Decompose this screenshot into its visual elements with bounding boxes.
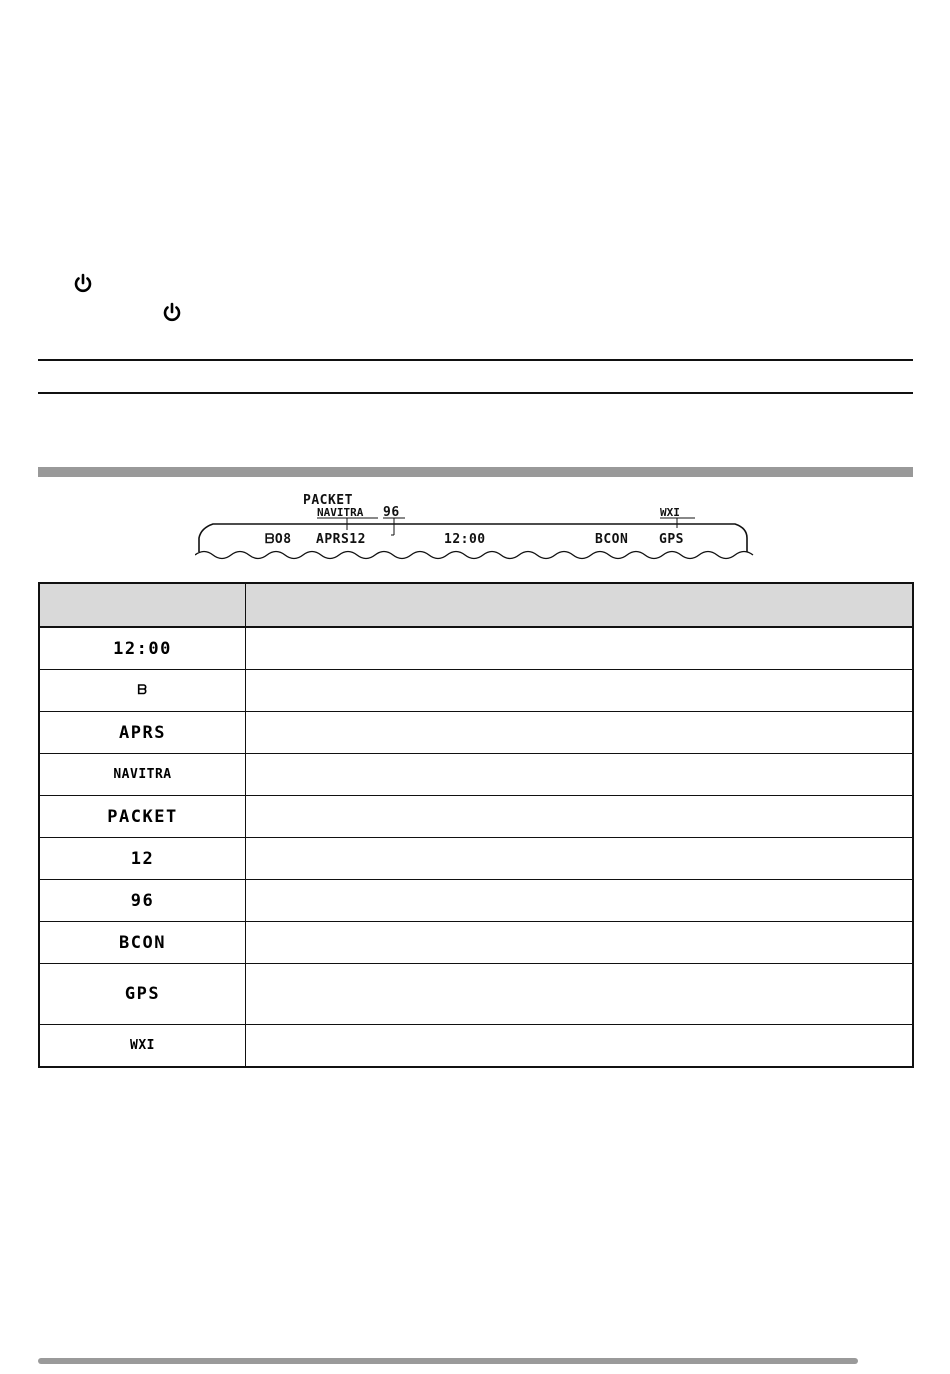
- indicator-cell: PACKET: [39, 796, 246, 838]
- indicator-cell: APRS: [39, 712, 246, 754]
- table-row: [39, 880, 913, 922]
- indicator-cell: 96: [39, 880, 246, 922]
- description-cell: [246, 670, 914, 712]
- lcd-label-wxi: WXI: [660, 506, 680, 519]
- table-row: [39, 964, 913, 1025]
- lcd-label-navitra: NAVITRA: [317, 506, 364, 519]
- table-row: [39, 712, 913, 754]
- table-row: [39, 627, 913, 670]
- indicator-cell: ᗷ: [39, 670, 246, 712]
- lcd-row-gps: GPS: [659, 532, 684, 547]
- description-cell: [246, 880, 914, 922]
- table-header-row: [39, 583, 913, 627]
- indicator-cell: WXI: [39, 1025, 246, 1068]
- lcd-row-clock: 12:00: [444, 532, 486, 547]
- lcd-row-bcon: BCON: [595, 532, 629, 547]
- lcd-label-packet: PACKET: [303, 493, 353, 508]
- description-cell: [246, 838, 914, 880]
- indicator-cell: NAVITRA: [39, 754, 246, 796]
- table-row: [39, 1025, 913, 1068]
- indicator-cell: 12:00: [39, 627, 246, 670]
- power-icon: [161, 301, 183, 323]
- description-cell: [246, 796, 914, 838]
- section-header-bar: [38, 467, 913, 477]
- indicator-cell: 12: [39, 838, 246, 880]
- header-indicator: [39, 583, 246, 627]
- lcd-row-bo8: ᗷO8: [265, 532, 292, 547]
- table-row: [39, 754, 913, 796]
- note-rule-top: [38, 359, 913, 361]
- table-row: [39, 922, 913, 964]
- description-cell: [246, 712, 914, 754]
- table-row: [39, 796, 913, 838]
- lcd-label-96: 96: [383, 505, 400, 520]
- description-cell: [246, 922, 914, 964]
- lcd-display-illustration: [195, 490, 760, 565]
- table-row: [39, 838, 913, 880]
- page-footer-bar: [38, 1358, 858, 1364]
- description-cell: [246, 1025, 914, 1068]
- power-icon: [72, 272, 94, 294]
- description-cell: [246, 627, 914, 670]
- table-row: [39, 670, 913, 712]
- note-rule-bottom: [38, 392, 913, 394]
- header-description: [246, 583, 914, 627]
- indicator-table: [38, 582, 914, 1068]
- indicator-cell: BCON: [39, 922, 246, 964]
- lcd-row-aprs12: APRS12: [316, 532, 366, 547]
- indicator-cell: GPS: [39, 964, 246, 1025]
- description-cell: [246, 754, 914, 796]
- description-cell: [246, 964, 914, 1025]
